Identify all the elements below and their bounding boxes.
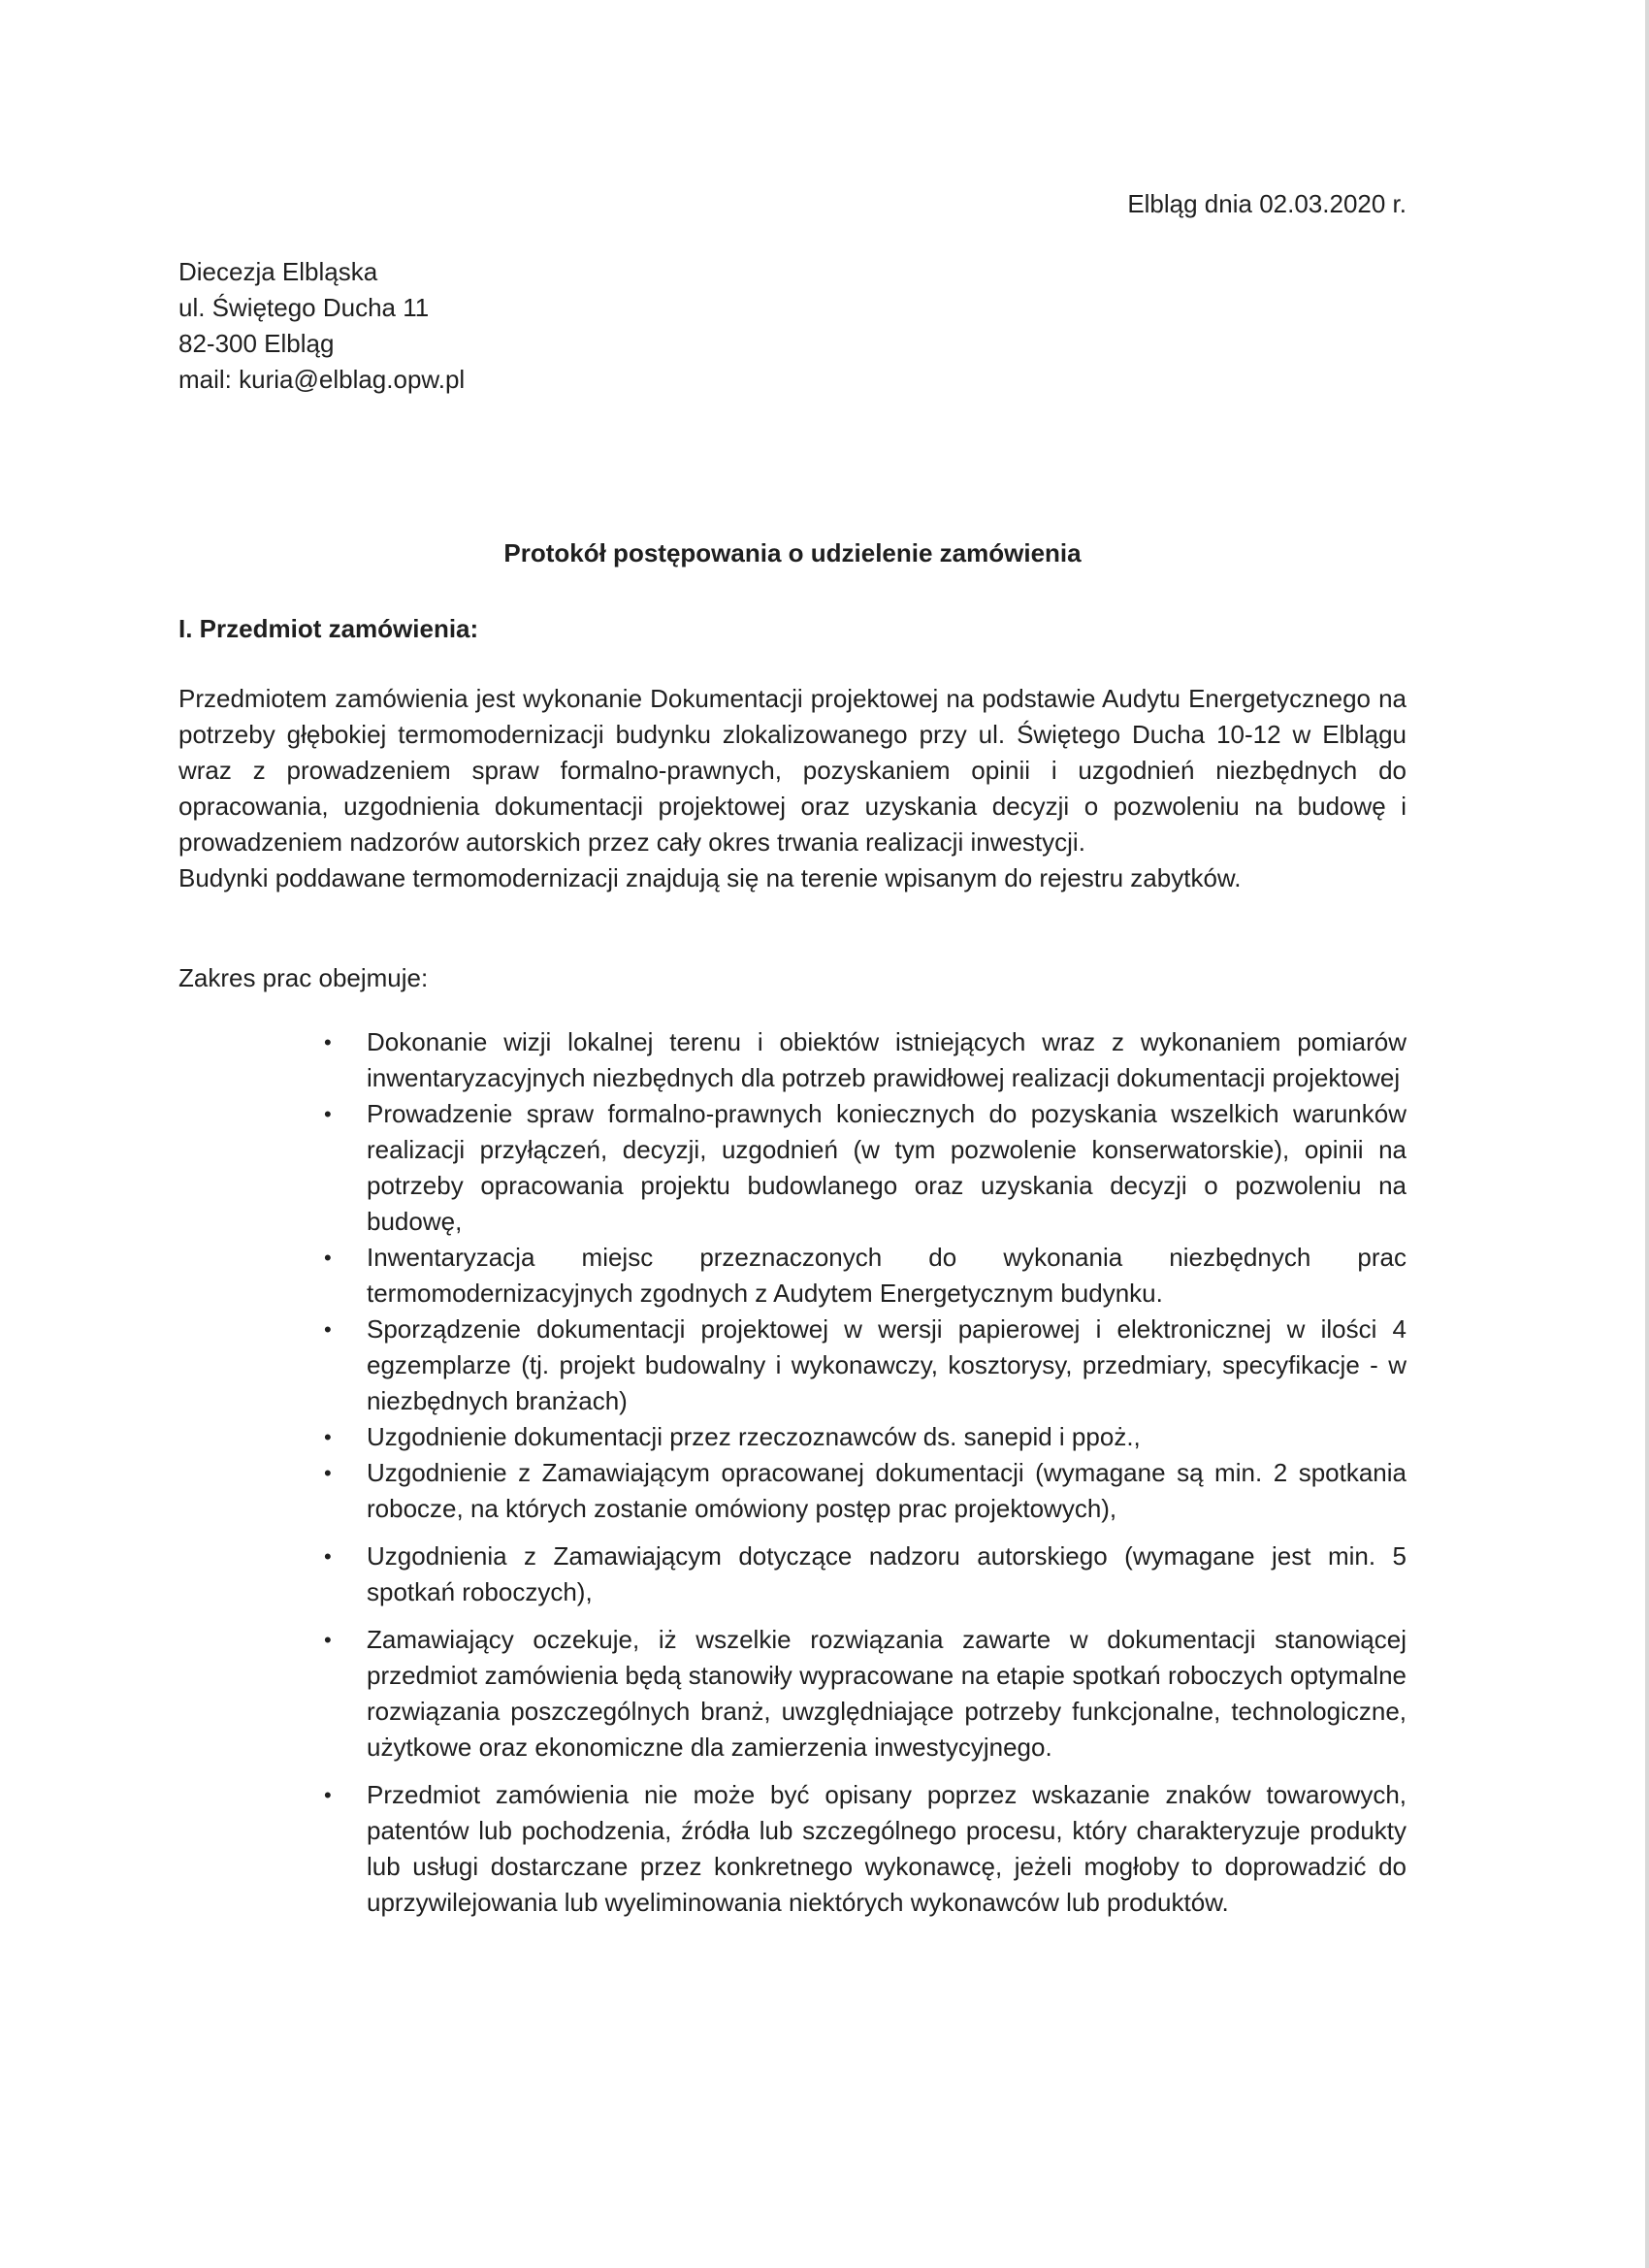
scope-item <box>320 1455 1406 1527</box>
scope-item-text: Przedmiot zamówienia nie może być opisany poprzez wskazanie znaków towarowych, patentów lub pochodzenia, źródła lub szczególnego procesu, który charakteryzuje produkty lub usługi dostarczane przez konkretnego wykonawcę, jeżeli mogłoby to doprowadzić do uprzywilejowania lub wyeliminowania niektórych wykonawców lub produktów. <box>367 1780 1406 1917</box>
address-email: mail: kuria@elblag.opw.pl <box>178 365 466 394</box>
bullet-icon: • <box>324 1030 332 1054</box>
address-line: 82-300 Elbląg <box>178 329 335 358</box>
bullet-icon: • <box>324 1544 332 1569</box>
scope-item-text: Sporządzenie dokumentacji projektowej w wersji papierowej i elektronicznej w ilości 4 egzemplarze (tj. projekt budowalny i wykonawczy, kosztorysy, przedmiary, specyfikacje - w niezbędnych branżach) <box>367 1314 1406 1415</box>
scope-item <box>320 1312 1406 1419</box>
address-line: ul. Świętego Ducha 11 <box>178 293 430 322</box>
scope-label: Zakres prac obejmuje: <box>178 963 429 992</box>
scope-item-text: Uzgodnienie z Zamawiającym opracowanej dokumentacji (wymagane są min. 2 spotkania robocze, na których zostanie omówiony postęp prac projektowych), <box>367 1458 1406 1523</box>
date-line: Elbląg dnia 02.03.2020 r. <box>1127 189 1406 218</box>
scope-item <box>320 1419 1406 1455</box>
scope-item <box>320 1539 1406 1610</box>
address-line: Diecezja Elbląska <box>178 257 378 286</box>
scope-item-text: Prowadzenie spraw formalno-prawnych koniecznych do pozyskania wszelkich warunków realizacji przyłączeń, decyzji, uzgodnień (w tym pozwolenie konserwatorskie), opinii na potrzeby opracowania projektu budowlanego oraz uzyskania decyzji o pozwoleniu na budowę, <box>367 1099 1406 1236</box>
scope-item-text: Zamawiający oczekuje, iż wszelkie rozwiązania zawarte w dokumentacji stanowiącej przedmiot zamówienia będą stanowiły wypracowane na etapie spotkań roboczych optymalne rozwiązania poszczególnych branż, uwzględniające potrzeby funkcjonalne, technologiczne, użytkowe oraz ekonomiczne dla zamierzenia inwestycyjnego. <box>367 1625 1406 1762</box>
bullet-icon: • <box>324 1783 332 1807</box>
bullet-icon: • <box>324 1317 332 1342</box>
scope-item <box>320 1024 1406 1096</box>
scope-item <box>320 1240 1406 1312</box>
intro-text <box>178 681 1406 896</box>
bullet-icon: • <box>324 1461 332 1485</box>
bullet-icon: • <box>324 1102 332 1126</box>
scope-list <box>320 1024 1406 1921</box>
bullet-icon: • <box>324 1628 332 1652</box>
scope-item-text: Inwentaryzacja miejsc przeznaczonych do wykonania niezbędnych prac termomodernizacyjnych zgodnych z Audytem Energetycznym budynku. <box>367 1243 1406 1308</box>
bullet-icon: • <box>324 1246 332 1270</box>
page-edge <box>1645 0 1649 2268</box>
scope-item <box>320 1777 1406 1921</box>
recipient-address <box>178 254 760 398</box>
scope-item-text: Uzgodnienia z Zamawiającym dotyczące nadzoru autorskiego (wymagane jest min. 5 spotkań roboczych), <box>367 1541 1406 1606</box>
document-title: Protokół postępowania o udzielenie zamówienia <box>503 538 1082 567</box>
scope-item-text: Dokonanie wizji lokalnej terenu i obiektów istniejących wraz z wykonaniem pomiarów inwentaryzacyjnych niezbędnych dla potrzeb prawidłowej realizacji dokumentacji projektowej <box>367 1027 1406 1092</box>
scope-item-text: Uzgodnienie dokumentacji przez rzeczoznawców ds. sanepid i ppoż., <box>367 1422 1141 1451</box>
intro-paragraph: Przedmiotem zamówienia jest wykonanie Dokumentacji projektowej na podstawie Audytu Energetycznego na potrzeby głębokiej termomodernizacji budynku zlokalizowanego przy ul. Świętego Ducha 10-12 w Elblągu wraz z prowadzeniem spraw formalno-prawnych, pozyskaniem opinii i uzgodnień niezbędnych do opracowania, uzgodnienia dokumentacji projektowej oraz uzyskania decyzji o pozwoleniu na budowę i prowadzeniem nadzorów autorskich przez cały okres trwania realizacji inwestycji. <box>178 684 1406 857</box>
section-heading: I. Przedmiot zamówienia: <box>178 614 479 643</box>
bullet-icon: • <box>324 1425 332 1449</box>
intro-paragraph: Budynki poddawane termomodernizacji znajdują się na terenie wpisanym do rejestru zabytków. <box>178 863 1242 892</box>
scope-item <box>320 1096 1406 1240</box>
scope-item <box>320 1622 1406 1766</box>
